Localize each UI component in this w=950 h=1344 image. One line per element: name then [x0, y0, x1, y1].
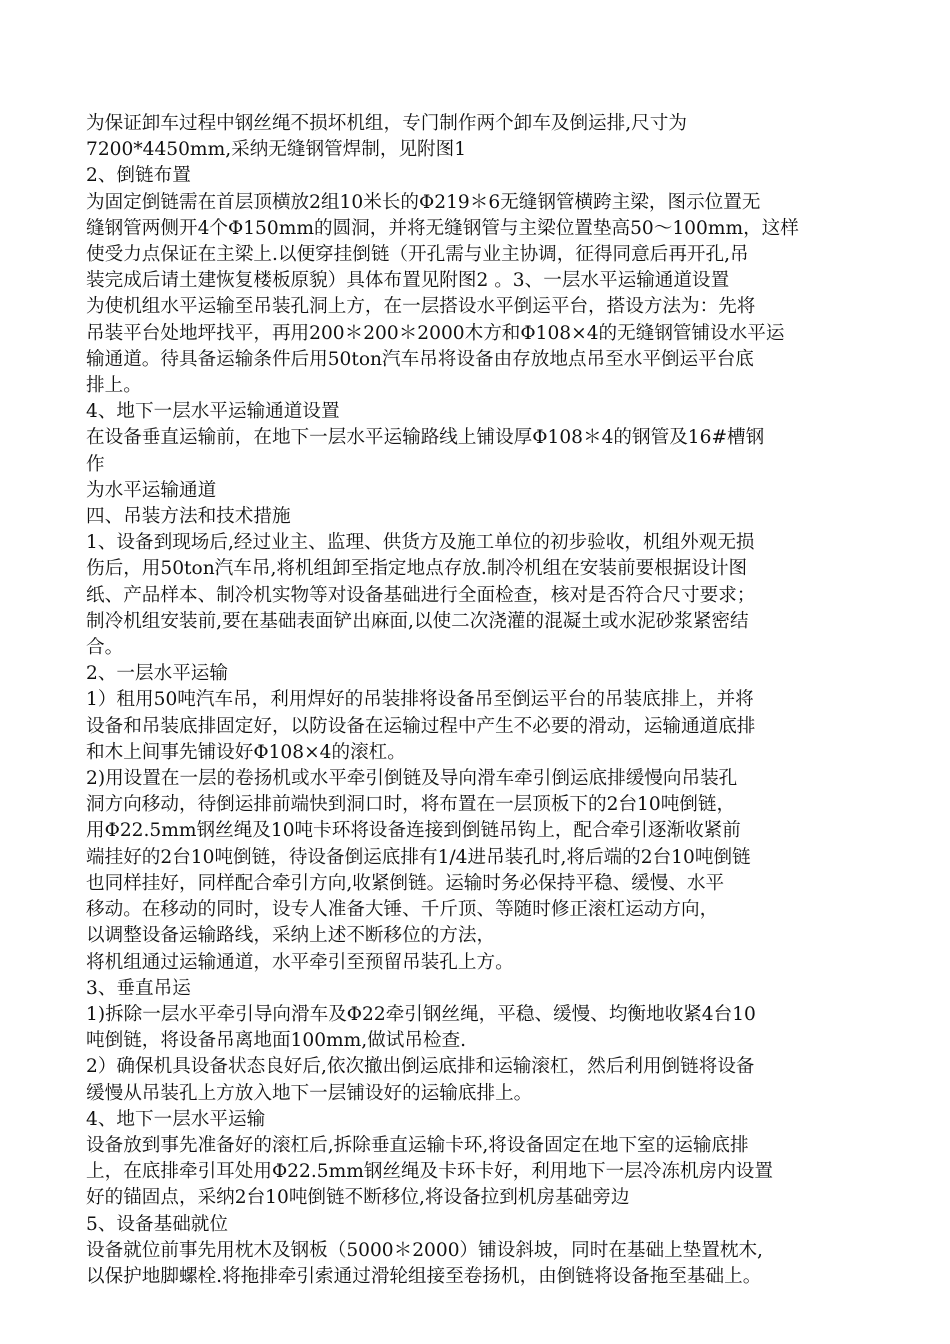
document-body [86, 111, 876, 1290]
text-line: 将机组通过运输通道，水平牵引至预留吊装孔上方。 [86, 951, 514, 973]
text-line: 设备就位前事先用枕木及钢板（5000＊2000）铺设斜坡，同时在基础上垫置枕木, [86, 1239, 763, 1261]
text-line: 端挂好的2台10吨倒链，待设备倒运底排有1/4进吊装孔时,将后端的2台10吨倒链 [86, 846, 751, 868]
text-line: 洞方向移动，待倒运排前端快到洞口时，将布置在一层顶板下的2台10吨倒链， [86, 794, 736, 816]
text-line: 制冷机组安装前,要在基础表面铲出麻面,以使二次浇灌的混凝土或水泥砂浆紧密结 [86, 610, 749, 632]
text-line: 移动。在移动的同时，设专人准备大锤、千斤顶、等随时修正滚杠运动方向， [86, 899, 719, 921]
text-line: 设备和吊装底排固定好，以防设备在运输过程中产生不必要的滑动，运输通道底排 [86, 715, 756, 737]
text-line: 使受力点保证在主梁上.以便穿挂倒链（开孔需与业主协调，征得同意后再开孔,吊 [86, 244, 749, 266]
text-line: 为水平运输通道 [86, 479, 217, 501]
text-line: 伤后，用50ton汽车吊,将机组卸至指定地点存放.制冷机组在安装前要根据设计图 [86, 558, 748, 580]
text-line: 纸、产品样本、制冷机实物等对设备基础进行全面检查，核对是否符合尺寸要求； [86, 584, 756, 606]
section-heading: 4、地下一层水平运输通道设置 [86, 401, 340, 423]
text-line: 设备放到事先准备好的滚杠后,拆除垂直运输卡环,将设备固定在地下室的运输底排 [86, 1134, 749, 1156]
text-line: 为固定倒链需在首层顶横放2组10米长的Φ219＊6无缝钢管横跨主梁，图示位置无 [86, 191, 761, 213]
text-line: 以保护地脚螺栓.将拖排牵引索通过滑轮组接至卷扬机，由倒链将设备拖至基础上。 [86, 1265, 762, 1287]
text-line: 为保证卸车过程中钢丝绳不损坏机组，专门制作两个卸车及倒运排,尺寸为 [86, 113, 687, 134]
section-heading: 5、设备基础就位 [86, 1213, 228, 1235]
text-line: 排上。 [86, 375, 142, 397]
section-heading: 4、地下一层水平运输 [86, 1108, 266, 1130]
text-line: 1、设备到现场后,经过业主、监理、供货方及施工单位的初步验收，机组外观无损 [86, 532, 755, 554]
text-line: 1)拆除一层水平牵引导向滑车及Φ22牵引钢丝绳，平稳、缓慢、均衡地收紧4台10 [86, 1003, 756, 1025]
text-line: 缝钢管两侧开4个Φ150mm的圆洞，并将无缝钢管与主梁位置垫高50～100mm，这样 [86, 217, 799, 239]
text-line: 1）租用50吨汽车吊，利用焊好的吊装排将设备吊至倒运平台的吊装底排上，并将 [86, 689, 754, 711]
text-line: 7200*4450mm,采纳无缝钢管焊制，见附图1 [86, 139, 467, 161]
text-line: 装完成后请土建恢复楼板原貌）具体布置见附图2 。3、一层水平运输通道设置 [86, 270, 730, 292]
text-line: 2)用设置在一层的卷扬机或水平牵引倒链及导向滑车牵引倒运底排缓慢向吊装孔 [86, 768, 738, 790]
section-heading: 2、倒链布置 [86, 165, 191, 187]
text-line: 吨倒链，将设备吊离地面100mm,做试吊检查. [86, 1030, 467, 1052]
text-line: 作 [86, 453, 105, 475]
section-heading: 2、一层水平运输 [86, 663, 228, 685]
text-line: 2）确保机具设备状态良好后,依次撤出倒运底排和运输滚杠，然后利用倒链将设备 [86, 1056, 755, 1078]
text-line: 和木上间事先铺设好Φ108×4的滚杠。 [86, 741, 406, 763]
section-heading: 四、吊装方法和技术措施 [86, 506, 291, 528]
text-line: 用Φ22.5mm钢丝绳及10吨卡环将设备连接到倒链吊钩上，配合牵引逐渐收紧前 [86, 820, 741, 842]
section-heading: 3、垂直吊运 [86, 977, 191, 999]
text-line: 合。 [86, 637, 124, 659]
text-line: 吊装平台处地坪找平，再用200＊200＊2000木方和Φ108×4的无缝钢管铺设水平运 [86, 322, 785, 344]
text-line: 在设备垂直运输前，在地下一层水平运输路线上铺设厚Φ108＊4的钢管及16#槽钢 [86, 427, 765, 449]
text-line: 好的锚固点，采纳2台10吨倒链不断移位,将设备拉到机房基础旁边 [86, 1187, 630, 1209]
text-line: 输通道。待具备运输条件后用50ton汽车吊将设备由存放地点吊至水平倒运平台底 [86, 348, 754, 370]
text-line: 缓慢从吊装孔上方放入地下一层铺设好的运输底排上。 [86, 1082, 533, 1104]
text-line: 上，在底排牵引耳处用Φ22.5mm钢丝绳及卡环卡好，利用地下一层冷冻机房内设置 [86, 1161, 773, 1183]
text-line: 也同样挂好，同样配合牵引方向,收紧倒链。运输时务必保持平稳、缓慢、水平 [86, 872, 725, 894]
text-line: 为使机组水平运输至吊装孔洞上方，在一层搭设水平倒运平台，搭设方法为：先将 [86, 296, 756, 318]
text-line: 以调整设备运输路线，采纳上述不断移位的方法， [86, 925, 496, 947]
